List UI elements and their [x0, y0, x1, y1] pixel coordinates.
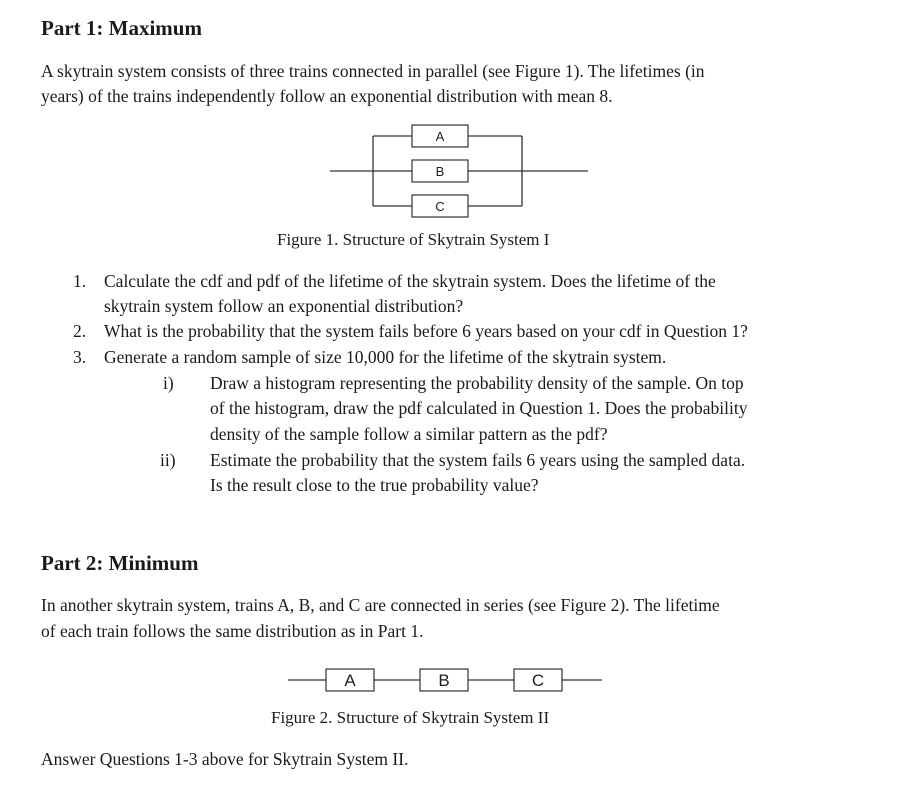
subquestion-i-line1: Draw a histogram representing the probability density of the sample. On top [210, 373, 744, 393]
figure2-label-b: B [438, 671, 450, 690]
figure1-label-b: B [435, 164, 445, 179]
part1-heading: Part 1: Maximum [41, 16, 202, 40]
subquestion-ii-line2: Is the result close to the true probability value? [210, 475, 539, 495]
question-1-line2: skytrain system follow an exponential distribution? [104, 296, 464, 316]
figure1-parallel-diagram [320, 118, 600, 223]
figure1-label-c: C [435, 199, 445, 214]
question-3-number: 3. [73, 347, 87, 367]
part1-intro-line1: A skytrain system consists of three trains connected in parallel (see Figure 1). The lifetimes (in [41, 61, 705, 81]
figure2-series-diagram [280, 664, 610, 698]
part2-intro-line1: In another skytrain system, trains A, B, and C are connected in series (see Figure 2). The lifetime [41, 595, 720, 615]
question-1-line1: Calculate the cdf and pdf of the lifetime of the skytrain system. Does the lifetime of the [104, 271, 716, 291]
part2-closing: Answer Questions 1-3 above for Skytrain System II. [41, 749, 409, 769]
figure1-caption: Figure 1. Structure of Skytrain System I [277, 230, 550, 249]
part1-intro-line2: years) of the trains independently follow an exponential distribution with mean 8. [41, 86, 613, 106]
part2-intro-line2: of each train follows the same distribution as in Part 1. [41, 621, 424, 641]
figure2-caption: Figure 2. Structure of Skytrain System II [271, 708, 550, 727]
part2-heading: Part 2: Minimum [41, 551, 199, 575]
subquestion-i-line2: of the histogram, draw the pdf calculated in Question 1. Does the probability [210, 398, 748, 418]
subquestion-ii-line1: Estimate the probability that the system fails 6 years using the sampled data. [210, 450, 746, 470]
question-2-number: 2. [73, 321, 87, 341]
question-3-line1: Generate a random sample of size 10,000 for the lifetime of the skytrain system. [104, 347, 667, 367]
subquestion-ii-number: ii) [160, 450, 176, 470]
subquestion-i-number: i) [163, 373, 174, 393]
question-2-line1: What is the probability that the system fails before 6 years based on your cdf in Question 1? [104, 321, 748, 341]
figure1-label-a: A [435, 129, 445, 144]
subquestion-i-line3: density of the sample follow a similar pattern as the pdf? [210, 424, 608, 444]
figure2-label-a: A [344, 671, 356, 690]
figure2-label-c: C [531, 671, 545, 690]
question-1-number: 1. [73, 271, 87, 291]
